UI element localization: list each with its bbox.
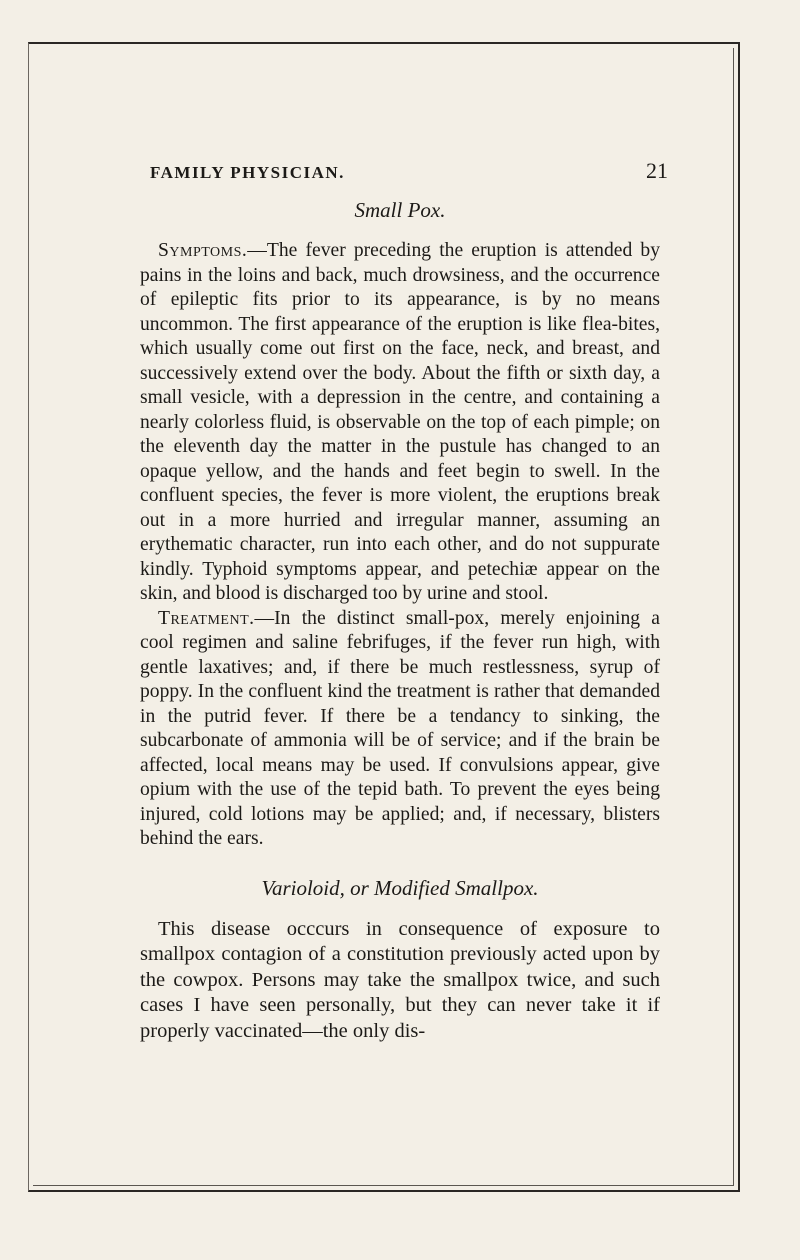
page-text-block — [140, 158, 668, 1044]
paragraph-symptoms — [140, 239, 660, 607]
treatment-lead: Treatment. — [158, 607, 255, 629]
section-varioloid — [140, 876, 660, 1045]
treatment-text: —In the distinct small-pox, merely enjoining a cool regimen and saline febrifuges, if the fever run high, with gentle laxatives; and, if there be much restlessness, syrup of poppy. In the confluent kind the treatment is rather that demanded in the putrid fever. If there be a tendancy to sinking, the subcarbonate of ammonia will be of service; and if the brain be affected, local means may be used. If convulsions appear, give opium with the use of the tepid bath. To prevent the eyes being injured, cold lotions may be applied; and, if necessary, blisters behind the ears. — [140, 607, 660, 849]
symptoms-lead: Symptoms. — [158, 240, 248, 261]
paragraph-treatment — [140, 607, 660, 852]
section-heading-varioloid: Varioloid, or Modified Smallpox. — [261, 875, 539, 900]
running-title: FAMILY PHYSICIAN. — [150, 163, 345, 182]
paragraph-varioloid: This disease occcurs in consequence of exposure to smallpox contagion of a constitution previously acted upon by the cowpox. Persons may take the smallpox twice, and such cases I have seen personally, but they can never take it if properly vaccinated—the only dis- — [140, 917, 660, 1042]
section-heading-small-pox: Small Pox. — [354, 198, 446, 222]
page-number: 21 — [646, 158, 668, 183]
running-head — [140, 158, 668, 184]
symptoms-text: —The fever preceding the eruption is attended by pains in the loins and back, much drowsiness, and the occurrence of epileptic fits prior to its appearance, is by no means uncommon. The first appearance of the eruption is like flea-bites, which usually come out first on the face, neck, and breast, and successively extend over the body. About the fifth or sixth day, a small vesicle, with a depression in the centre, and containing a nearly colorless fluid, is observable on the top of each pimple; on the eleventh day the matter in the pustule has changed to an opaque yellow, and the hands and feet begin to swell. In the confluent species, the fever is more violent, the eruptions break out in a more hurried and irregular manner, assuming an erythematic character, run into each other, and do not suppurate kindly. Typhoid symptoms appear, and petechiæ appear on the skin, and blood is discharged too by urine and stool. — [140, 240, 660, 604]
